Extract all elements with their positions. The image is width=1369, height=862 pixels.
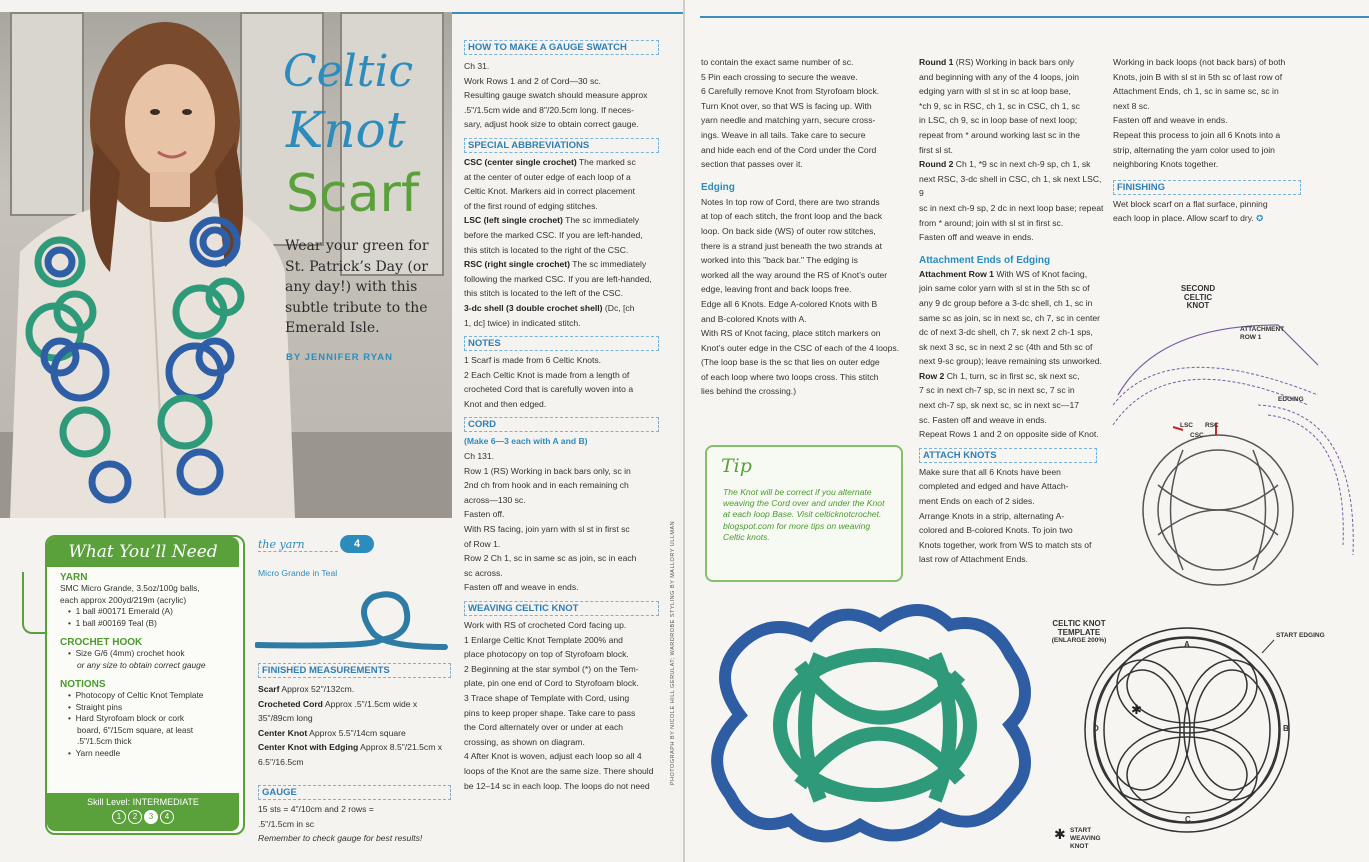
hook-heading: CROCHET HOOK [60, 637, 143, 648]
title-line-2: Knot [286, 101, 406, 159]
rsc-label: RSC [1205, 422, 1219, 429]
attachment-row-label: ATTACHMENT ROW 1 [1240, 326, 1285, 341]
cord-heading: CORD [464, 417, 659, 432]
lsc-label: LSC [1180, 422, 1193, 429]
legend-star-icon: ✱ [1054, 826, 1066, 842]
notes-heading: NOTES [464, 336, 659, 351]
loop-b-label: B [1283, 724, 1289, 733]
title-line-1: Celtic [283, 46, 414, 97]
start-edging-label: START EDGING [1276, 632, 1325, 639]
template-label: CELTIC KNOT TEMPLATE (ENLARGE 200%) [1051, 619, 1107, 644]
second-knot-label: SECOND CELTIC KNOT [1180, 284, 1216, 310]
gauge-text: 15 sts = 4"/10cm and 2 rows = .5"/1.5cm in sc Remember to check gauge for best results! [258, 804, 423, 844]
yarn-weight-badge: 4 [340, 535, 374, 553]
subtitle: Wear your green for St. Patrick’s Day (or any day!) with this subtle tribute to the Emerald Isle. [285, 238, 429, 336]
finishing-heading: FINISHING [1113, 180, 1301, 195]
title-line-3: Scarf [286, 164, 420, 224]
tip-text: The Knot will be correct if you alternate weaving the Cord over and under the Knot at each loop Base. Visit celticknotcrochet. blogspot.com for more tips on weaving Celtic knots. [723, 487, 885, 542]
gauge-swatch-heading: HOW TO MAKE A GAUGE SWATCH [464, 40, 659, 55]
page-gutter [683, 0, 685, 862]
column-4: Round 1 (RS) Working in back bars only and beginning with any of the 4 loops, join edging yarn with sl st in sc at loop base, *ch 9, sc in RSC, ch 1, sc in CSC, ch 1, sc in LSC, ch 9, sc in loop base of next loop; repeat from * around working last sc in the first sl st. Round 2 Ch 1, *9 sc in next ch-9 sp, ch 1, sk next RSC, 3-dc shell in CSC, ch 1, sk next LSC, 9 sc in next ch-9 sp, 2 dc in next loop base; repeat from * around; join with sl st in first sc. Fasten off and weave in ends. Attachment Ends of Edging Attachment Row 1 With WS of Knot facing, join same color yarn with sl st in the 5th sc of any 9 dc group before a 3-dc shell, ch 1, sc in same sc as join, sc in next sc, ch 7, sc in center dc of next 3-dc shell, ch 7, sk next 2 ch-1 sps, sk next 3 sc, sc in next 2 sc (4th and 5th sc of next 9-sc group); leave remaining sts unworked. Row 2 Ch 1, turn, sc in first sc, sk next sc, 7 sc in next ch-7 sp, sc in next sc, 7 sc in next ch-7 sp, sk next sc, sc in next sc—17 sc. Fasten off and weave in ends. Repeat Rows 1 and 2 on opposite side of Knot. ATTACH KNOTS Make sure that all 6 Knots have been completed and edged and have Attach- ment Ends on each of 2 sides. Arrange Knots in a strip, alternating A- colored and B-colored Knots. To join two Knots together, work from WS to match sts of last row of Attachment Ends. [919, 57, 1104, 565]
yarn-strand-decoration [22, 572, 46, 634]
edging-label: EDGING [1278, 396, 1304, 403]
loop-d-label: D [1093, 724, 1099, 733]
top-rule-right [700, 16, 1369, 18]
what-you-need-title: What You’ll Need [47, 537, 239, 567]
byline: BY JENNIFER RYAN [286, 352, 393, 363]
column-5: Working in back loops (not back bars) of both Knots, join B with sl st in 5th sc of last row of Attachment Ends, ch 1, sc in same sc, sc in next 8 sc. Fasten off and weave in ends. Repeat this process to join all 6 Knots into a strip, alternating the yarn color used to join neighboring Knots together. FINISHING Wet block scarf on a flat surface, pinning each loop in place. Allow scarf to dry. ✪ [1113, 55, 1303, 226]
top-rule-left [452, 12, 683, 14]
edging-heading: Edging [701, 181, 735, 193]
yarn-strand-photo [255, 585, 450, 655]
tip-heading: Tip [721, 455, 752, 477]
tip-box [705, 445, 903, 582]
edging-diagram [1098, 285, 1356, 590]
notions-heading: NOTIONS [60, 679, 106, 690]
column-2: HOW TO MAKE A GAUGE SWATCH Ch 31. Work Rows 1 and 2 of Cord—30 sc. Resulting gauge swatch should measure approx .5"/1.5cm wide and 8"/20.5cm long. If neces- sary, adjust hook size to obtain correct gauge. SPECIAL ABBREVIATIONS CSC (center single crochet) The marked sc at the center of outer edge of each loop of a Celtic Knot. Markers aid in correct placement of the first round of edging stitches. LSC (left single crochet) The sc immediately before the marked CSC. If you are left-handed, this stitch is located to the right of the CSC. RSC (right single crochet) The sc immediately following the marked CSC. If you are left-handed, this stitch is located to the left of the CSC. 3-dc shell (3 double crochet shell) (Dc, [ch 1, dc] twice) in indicated stitch. NOTES 1 Scarf is made from 6 Celtic Knots. 2 Each Celtic Knot is made from a length of crocheted Cord that is carefully woven into a Knot and then edged. CORD (Make 6—3 each with A and B) Ch 131. Row 1 (RS) Working in back bars only, sc in 2nd ch from hook and in each remaining ch across—130 sc. Fasten off. With RS facing, join yarn with sl st in first sc of Row 1. Row 2 Ch 1, sc in same sc as join, sc in each sc across. Fasten off and weave in ends. WEAVING CELTIC KNOT Work with RS of crocheted Cord facing up. 1 Enlarge Celtic Knot Template 200% and place photocopy on top of Styrofoam block. 2 Beginning at the star symbol (*) on the Tem- plate, pin one end of Cord to Styrofoam block. 3 Trace shape of Template with Cord, using pins to keep proper shape. Take care to pass the Cord alternately over or under at each crossing, as shown on diagram. 4 After Knot is woven, adjust each loop so all 4 loops of the Knot are the same size. There should be 12–14 sc in each loop. The loops do not need [464, 40, 659, 793]
attach-knots-heading: ATTACH KNOTS [919, 448, 1097, 463]
the-yarn-label: the yarn [258, 538, 338, 552]
start-star-icon: ✱ [1131, 702, 1142, 717]
special-abbreviations-heading: SPECIAL ABBREVIATIONS [464, 138, 659, 153]
start-weaving-label: START WEAVING KNOT [1070, 827, 1101, 850]
end-mark-icon: ✪ [1256, 213, 1264, 224]
skill-level-label: Skill Level: INTERMEDIATE [87, 797, 199, 807]
column-3: to contain the exact same number of sc. 5 Pin each crossing to secure the weave. 6 Carefully remove Knot from Styrofoam block. Turn Knot over, so that WS is facing up. With yarn needle and matching yarn, secure cross- ings. Weave in all tails. Take care to secure and hide each end of the Cord under the Cord section that passes over it. Edging Notes In top row of Cord, there are two strands at top of each stitch, the front loop and the back loop. On back side (WS) of outer row stitches, there is a strand just beneath the two strands at worked into this "back bar." The edging is worked all the way around the RS of Knot’s outer edge, leaving front and back loops free. Edge all 6 Knots. Edge A-colored Knots with B and B-colored Knots with A. With RS of Knot facing, place stitch markers on Knot’s outer edge in the CSC of each of the 4 loops. (The loop base is the sc that lies on outer edge of each loop where two loops cross. This stitch lies behind the crossing.) [701, 57, 900, 397]
photo-credit: PHOTOGRAPH BY NICOLE HILL GERULAT; WARDROBE STYLING BY MALLORY ULLMAN [670, 520, 676, 786]
finished-measurements-heading: FINISHED MEASUREMENTS [258, 663, 451, 678]
skill-level-bar [47, 793, 239, 831]
yarn-name: Micro Grande in Teal [258, 568, 338, 578]
attachment-ends-heading: Attachment Ends of Edging [919, 254, 1051, 266]
loop-c-label: C [1185, 815, 1191, 824]
gauge-heading: GAUGE [258, 785, 451, 800]
yarn-heading: YARN [60, 572, 88, 583]
finished-measurements-text: Scarf Approx 52"/132cm. Crocheted Cord Approx .5"/1.5cm wide x 35"/89cm long Center Knot Approx 5.5"/14cm square Center Knot with Edging Approx 8.5"/21.5cm x 6.5"/16.5cm [258, 684, 443, 767]
knot-photo [700, 595, 1045, 857]
weaving-heading: WEAVING CELTIC KNOT [464, 601, 659, 616]
need-list: YARN SMC Micro Grande, 3.5oz/100g balls, each approx 200yd/219m (acrylic) • 1 ball #00171 Emerald (A) • 1 ball #00169 Teal (B) CROCHET HOOK • Size G/6 (4mm) crochet hook or any size to obtain correct gauge NOTIONS • Photocopy of Celtic Knot Template • Straight pins • Hard Styrofoam block or cork board, 6"/15cm square, at least .5"/1.5cm thick • Yarn needle [60, 572, 232, 759]
csc-label: CSC [1190, 432, 1204, 439]
skill-level-dots: 1 2 3 4 [47, 810, 239, 824]
loop-a-label: A [1184, 640, 1190, 649]
photo-credit-wrap [668, 510, 678, 800]
